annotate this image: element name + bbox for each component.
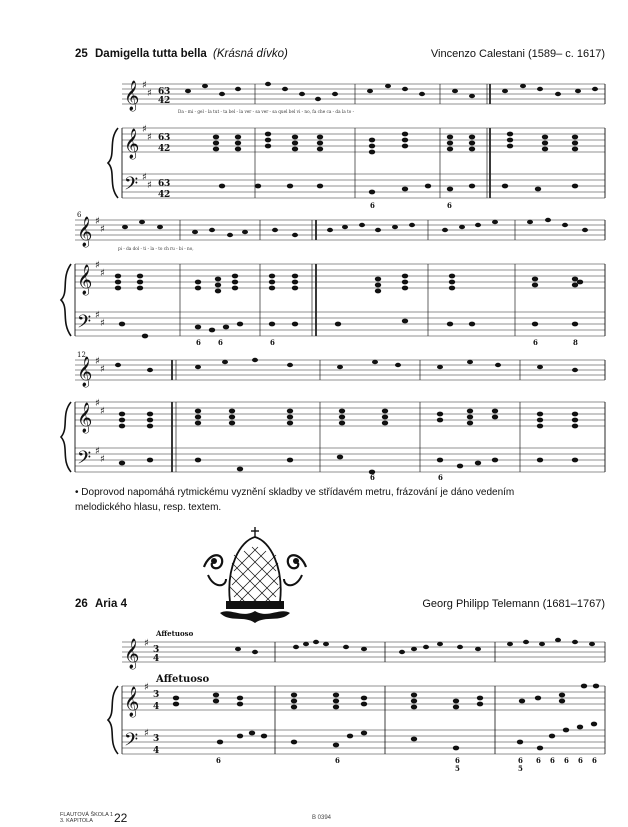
p26-figure-5: 6	[518, 756, 523, 765]
footer-book-info	[60, 812, 113, 824]
svg-text:𝄞: 𝄞	[77, 265, 93, 295]
decorative-ornament	[200, 527, 310, 627]
svg-text:♯: ♯	[95, 398, 100, 409]
piece-26-number: 26	[75, 598, 88, 610]
svg-text:𝄞: 𝄞	[77, 357, 93, 387]
tempo-marking-piano: Affetuoso	[156, 674, 210, 685]
svg-text:♯: ♯	[142, 172, 147, 183]
svg-text:♯: ♯	[144, 638, 149, 649]
footer-code: B 0394	[312, 815, 332, 821]
footer-book-line-1: FLAUTOVÁ ŠKOLA 1	[60, 812, 114, 818]
piece-25-number: 25	[75, 48, 88, 60]
system1-treble-staff	[122, 128, 605, 152]
ts-bottom-bass: 4	[158, 190, 165, 200]
p26-ts-bottom-treble: 4	[153, 702, 160, 712]
svg-text:♯: ♯	[95, 356, 100, 367]
p26-figure-1: 6	[216, 756, 221, 765]
lyrics-line-2: pi - da dol - ti - la - to ch ru - bi - no,	[118, 246, 194, 251]
p26-figure-2: 6	[335, 756, 340, 765]
piece-26-title: Aria 4	[95, 598, 127, 610]
ts-base-bass: 2	[164, 190, 171, 200]
svg-text:♯: ♯	[147, 180, 152, 191]
svg-text:♯: ♯	[100, 406, 105, 417]
ornament-icon	[204, 527, 306, 623]
svg-text:♯: ♯	[147, 132, 152, 143]
svg-text:𝄢: 𝄢	[124, 730, 139, 755]
system1-voice-staff	[122, 84, 605, 104]
p26-ts-bottom-bass: 4	[153, 746, 160, 756]
svg-text:𝄞: 𝄞	[124, 639, 140, 669]
ts-bottom: 4	[158, 96, 165, 106]
svg-text:♯: ♯	[100, 318, 105, 329]
footnote: • Doprovod napomáhá rytmickému vyznění skladby ve střídavém metru, frázování je dáno vedením melodického hlasu, resp. textem.	[75, 487, 515, 513]
system2-treble-staff	[75, 264, 605, 288]
svg-text:♯: ♯	[100, 364, 105, 375]
p26-figure-8: 6	[550, 756, 555, 765]
svg-text:𝄢: 𝄢	[124, 174, 139, 199]
tempo-marking-voice: Affetuoso	[156, 629, 194, 638]
svg-text:𝄞: 𝄞	[124, 81, 140, 111]
svg-text:𝄞: 𝄞	[124, 687, 140, 717]
svg-text:♯: ♯	[142, 80, 147, 91]
figure-s2-3: 6	[270, 338, 275, 347]
svg-text:♯: ♯	[142, 124, 147, 135]
svg-text:𝄞: 𝄞	[77, 403, 93, 433]
footer-book-line-2: 3. KAPITOLA	[60, 818, 93, 824]
svg-text:♯: ♯	[100, 268, 105, 279]
p26-ts-top: 3	[153, 645, 160, 655]
piece-25-subtitle: (Krásná dívko)	[213, 48, 288, 60]
p26-figure-10: 6	[578, 756, 583, 765]
svg-text:𝄢: 𝄢	[77, 312, 92, 337]
p26-figure-6: 5	[518, 764, 523, 773]
svg-text:♯: ♯	[95, 216, 100, 227]
p26-ts-bottom: 4	[153, 654, 160, 664]
svg-text:𝄢: 𝄢	[77, 448, 92, 473]
p26-figure-9: 6	[564, 756, 569, 765]
piece-26-heading	[75, 598, 127, 610]
lyrics-line-1: Da - mi - gel - la tut - ta bel - la ver - sa ver - sa quel bel vi - no, fa che ca - da la to -	[178, 109, 355, 114]
system2-voice-staff	[75, 220, 605, 240]
figure-s2-2: 6	[218, 338, 223, 347]
ts-top: 6	[158, 87, 165, 97]
svg-text:♯: ♯	[144, 682, 149, 693]
system3-voice-staff	[75, 360, 605, 380]
ts-top-treble: 6	[158, 133, 165, 143]
svg-text:♯: ♯	[100, 454, 105, 465]
ts-mid: 3	[164, 87, 171, 97]
svg-text:♯: ♯	[95, 446, 100, 457]
figure-s2-4: 6	[533, 338, 538, 347]
ts-top-bass: 6	[158, 179, 165, 189]
svg-text:♯: ♯	[100, 224, 105, 235]
figure-s3-2: 6	[438, 473, 443, 480]
svg-text:♯: ♯	[95, 310, 100, 321]
piece-26-composer: Georg Philipp Telemann (1681–1767)	[422, 598, 605, 610]
piece-26-score	[0, 620, 628, 780]
figure-s3-1: 6	[370, 473, 375, 480]
p26-figure-7: 6	[536, 756, 541, 765]
svg-text:♯: ♯	[95, 260, 100, 271]
system3-bass-staff	[75, 448, 605, 472]
ts-mid-treble: 3	[164, 133, 171, 143]
figure-s1-2: 6	[447, 201, 452, 210]
ts-mid-bass: 3	[164, 179, 171, 189]
p26-voice-staff	[122, 642, 605, 662]
page-number: 22	[114, 811, 128, 825]
p26-ts-top-treble: 3	[153, 690, 160, 700]
ts-base-treble: 2	[164, 144, 171, 154]
measure-number-6: 6	[77, 211, 82, 219]
figure-s2-5: 8	[573, 338, 578, 347]
ts-base: 2	[164, 96, 171, 106]
svg-text:𝄞: 𝄞	[124, 129, 140, 159]
figure-s2-1: 6	[196, 338, 201, 347]
system1-bass-staff	[122, 174, 605, 198]
svg-text:𝄞: 𝄞	[77, 217, 93, 247]
p26-figure-4: 5	[455, 764, 460, 773]
piece-25-title: Damigella tutta bella	[95, 48, 207, 60]
p26-ts-top-bass: 3	[153, 734, 160, 744]
piece-25-composer: Vincenzo Calestani (1589– c. 1617)	[430, 48, 605, 60]
measure-number-12: 12	[77, 351, 86, 359]
ts-bottom-treble: 4	[158, 144, 165, 154]
figure-s1-1: 6	[370, 201, 375, 210]
p26-figure-11: 6	[592, 756, 597, 765]
p26-figure-3: 6	[455, 756, 460, 765]
svg-text:♯: ♯	[144, 728, 149, 739]
svg-text:♯: ♯	[147, 88, 152, 99]
